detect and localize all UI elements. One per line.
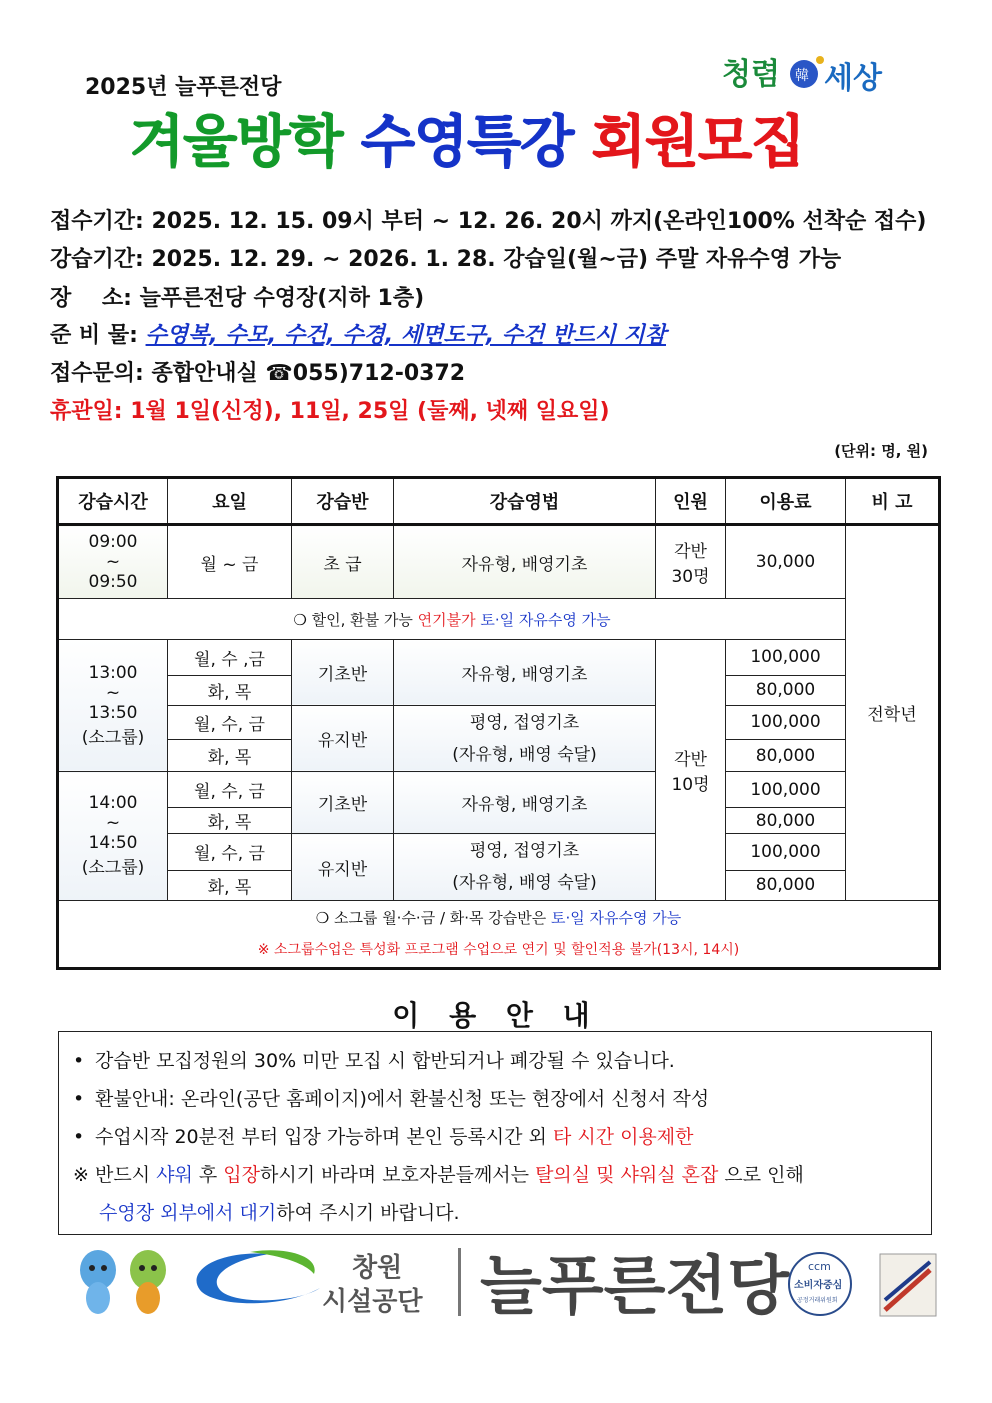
count-line1: 각반 bbox=[674, 749, 707, 770]
ccm-badge-icon bbox=[789, 1253, 851, 1315]
logo-text-1: 청렴 bbox=[722, 57, 780, 92]
info-value: 종합안내실 ☎055)712-0372 bbox=[151, 361, 466, 386]
fee-cell: 30,000 bbox=[726, 525, 846, 599]
org-name-line1: 창원 bbox=[352, 1253, 403, 1283]
time-tilde: ~ bbox=[105, 682, 121, 703]
notice-text: 반드시 bbox=[95, 1164, 157, 1186]
notice-blue: 샤워 bbox=[156, 1164, 193, 1186]
days-cell: 화, 목 bbox=[168, 740, 292, 772]
usage-item bbox=[73, 1118, 917, 1156]
time-start: 13:00 bbox=[88, 662, 138, 683]
table-row bbox=[58, 525, 940, 599]
days-cell: 월, 수, 금 bbox=[168, 834, 292, 870]
count-line2: 30명 bbox=[671, 567, 710, 588]
fee-cell: 80,000 bbox=[726, 808, 846, 834]
notice-blue: 수영장 외부에서 대기 bbox=[99, 1202, 277, 1224]
info-label: 장 소: bbox=[50, 286, 132, 311]
remark-cell: 전학년 bbox=[846, 525, 940, 900]
class-cell: 초 급 bbox=[292, 525, 394, 599]
info-label: 강습기간: bbox=[50, 247, 144, 272]
method-line1: 평영, 접영기초 bbox=[469, 841, 580, 861]
header-count: 인원 bbox=[656, 478, 726, 525]
time-cell bbox=[58, 639, 168, 772]
mascot-green-icon bbox=[130, 1250, 166, 1314]
note2 bbox=[59, 902, 938, 934]
note1-blue: 토·일 자유수영 가능 bbox=[480, 610, 611, 629]
table-row bbox=[58, 834, 940, 870]
corporation-logo-icon bbox=[196, 1250, 320, 1303]
days-cell: 월, 수, 금 bbox=[168, 772, 292, 808]
class-cell: 기초반 bbox=[292, 772, 394, 834]
main-title bbox=[130, 98, 804, 178]
title-winter-break: 겨울방학 bbox=[130, 110, 343, 175]
method-line1: 평영, 접영기초 bbox=[469, 712, 580, 733]
info-period bbox=[50, 242, 841, 273]
info-value: 2025. 12. 15. 09시 부터 ~ 12. 26. 20시 까지(온라인100% 선착순 접수) bbox=[151, 209, 927, 234]
fee-cell: 100,000 bbox=[726, 834, 846, 870]
fee-cell: 100,000 bbox=[726, 772, 846, 808]
integrity-logo bbox=[720, 48, 910, 98]
table-header-row bbox=[58, 478, 940, 525]
time-tilde: ~ bbox=[105, 813, 121, 834]
header-fee: 이용료 bbox=[726, 478, 846, 525]
usage-item bbox=[73, 1080, 917, 1118]
count-line2: 10명 bbox=[671, 774, 710, 795]
ccm-text: ccm bbox=[808, 1260, 831, 1273]
year-title: 2025년 늘푸른전당 bbox=[85, 75, 282, 100]
info-value: 수영복, 수모, 수건, 수경, 세면도구, 수건 반드시 지참 bbox=[145, 323, 666, 348]
header-time: 강습시간 bbox=[58, 478, 168, 525]
notice-mark: ※ bbox=[73, 1164, 89, 1186]
time-end: 13:50 bbox=[88, 702, 138, 723]
note-cell bbox=[58, 599, 846, 639]
info-place bbox=[50, 281, 424, 312]
time-sub: (소그룹) bbox=[81, 727, 145, 748]
divider bbox=[458, 1248, 461, 1316]
usage-item-text: 강습반 모집정원의 30% 미만 모집 시 합반되거나 폐강될 수 있습니다. bbox=[95, 1050, 675, 1072]
note3: ※ 소그룹수업은 특성화 프로그램 수업으로 연기 및 할인적용 불가(13시, 14시) bbox=[257, 941, 740, 958]
notice-text: 으로 인해 bbox=[718, 1164, 804, 1186]
note-row bbox=[58, 900, 940, 968]
time-tilde: ~ bbox=[105, 552, 121, 573]
title-recruit: 회원모집 bbox=[591, 110, 805, 175]
header-days: 요일 bbox=[168, 478, 292, 525]
class-cell: 유지반 bbox=[292, 834, 394, 900]
class-cell: 유지반 bbox=[292, 705, 394, 771]
bullet-icon: • bbox=[73, 1126, 85, 1148]
org-name-line2: 시설공단 bbox=[322, 1287, 423, 1317]
notice-text: 하시기 바라며 보호자분들께서는 bbox=[259, 1164, 536, 1186]
method-line2: (자유형, 배영 숙달) bbox=[452, 744, 597, 765]
ccm-label: 소비자중심 bbox=[794, 1280, 843, 1291]
days-cell: 월, 수 ,금 bbox=[168, 639, 292, 675]
note-row bbox=[58, 599, 940, 639]
time-end: 14:50 bbox=[88, 833, 138, 854]
fee-cell: 100,000 bbox=[726, 705, 846, 739]
note2-blue: 토·일 자유수영 가능 bbox=[551, 908, 682, 927]
note-cell bbox=[58, 900, 940, 968]
info-value: 늘푸른전당 수영장(지하 1층) bbox=[139, 286, 425, 311]
info-value: 2025. 12. 29. ~ 2026. 1. 28. 강습일(월~금) 주말 자유수영 가능 bbox=[151, 247, 842, 272]
time-sub: (소그룹) bbox=[81, 858, 145, 879]
note2-prefix: ❍ 소그룹 월·수·금 / 화·목 강습반은 bbox=[315, 908, 552, 927]
time-cell bbox=[58, 772, 168, 900]
method-cell: 자유형, 배영기초 bbox=[394, 525, 656, 599]
header-method: 강습영법 bbox=[394, 478, 656, 525]
fee-cell: 80,000 bbox=[726, 870, 846, 900]
method-line2: (자유형, 배영 숙달) bbox=[452, 873, 597, 893]
info-reception bbox=[50, 204, 926, 235]
notice-red: 탈의실 및 샤워실 혼잡 bbox=[535, 1164, 719, 1186]
unit-note: (단위: 명, 원) bbox=[834, 442, 928, 460]
ccm-issuer: 공정거래위원회 bbox=[797, 1297, 838, 1304]
info-label: 접수기간: bbox=[50, 209, 144, 234]
note1-red: 연기불가 bbox=[417, 610, 476, 629]
title-swim-lesson: 수영특강 bbox=[360, 110, 574, 175]
info-label: 준 비 물: bbox=[50, 323, 138, 348]
fee-cell: 80,000 bbox=[726, 675, 846, 705]
time-end: 09:50 bbox=[88, 572, 138, 593]
count-cell bbox=[656, 525, 726, 599]
usage-notice-cont bbox=[73, 1194, 917, 1232]
days-cell: 화, 목 bbox=[168, 808, 292, 834]
usage-title: 이 용 안 내 bbox=[392, 999, 600, 1032]
mascot-blue-icon bbox=[80, 1250, 116, 1314]
schedule-table bbox=[56, 476, 941, 970]
method-cell: 자유형, 배영기초 bbox=[394, 772, 656, 834]
bullet-icon: • bbox=[73, 1050, 85, 1072]
usage-item bbox=[73, 1042, 917, 1080]
usage-item-red: 타 시간 이용제한 bbox=[552, 1126, 694, 1148]
usage-item-text: 수업시작 20분전 부터 입장 가능하며 본인 등록시간 외 bbox=[95, 1126, 553, 1148]
venue-name: 늘푸른전당 bbox=[480, 1250, 790, 1320]
fee-cell: 80,000 bbox=[726, 740, 846, 772]
class-cell: 기초반 bbox=[292, 639, 394, 705]
days-cell: 화, 목 bbox=[168, 675, 292, 705]
usage-item-text: 환불안내: 온라인(공단 홈페이지)에서 환불신청 또는 현장에서 신청서 작성 bbox=[95, 1088, 710, 1110]
usage-box bbox=[58, 1031, 932, 1235]
method-cell: 자유형, 배영기초 bbox=[394, 639, 656, 705]
notice-text: 후 bbox=[192, 1164, 224, 1186]
logo-text-2: 세상 bbox=[824, 61, 882, 96]
usage-notice bbox=[73, 1156, 917, 1194]
info-label: 휴관일: bbox=[50, 399, 123, 424]
info-supplies bbox=[50, 318, 666, 349]
days-cell: 화, 목 bbox=[168, 870, 292, 900]
days-cell: 월, 수, 금 bbox=[168, 705, 292, 739]
logo-han-char: 韓 bbox=[795, 68, 809, 84]
notice-text: 하여 주시기 바랍니다. bbox=[276, 1202, 460, 1224]
info-inquiry bbox=[50, 356, 465, 387]
time-start: 14:00 bbox=[88, 793, 138, 814]
table-row bbox=[58, 639, 940, 675]
header-class: 강습반 bbox=[292, 478, 394, 525]
notice-red: 입장 bbox=[223, 1164, 260, 1186]
footer-logos bbox=[70, 1240, 940, 1320]
method-cell bbox=[394, 834, 656, 900]
info-closed bbox=[50, 394, 610, 425]
table-row bbox=[58, 772, 940, 808]
info-label: 접수문의: bbox=[50, 361, 144, 386]
bullet-icon: • bbox=[73, 1088, 85, 1110]
certification-badge-icon bbox=[880, 1254, 936, 1316]
note1-prefix: ❍ 할인, 환불 가능 bbox=[293, 610, 418, 629]
header-remark: 비 고 bbox=[846, 478, 940, 525]
table-row bbox=[58, 705, 940, 739]
info-value: 1월 1일(신정), 11일, 25일 (둘째, 넷째 일요일) bbox=[130, 399, 610, 424]
days-cell: 월 ~ 금 bbox=[168, 525, 292, 599]
time-cell bbox=[58, 525, 168, 599]
logo-dot-icon bbox=[816, 56, 824, 64]
fee-cell: 100,000 bbox=[726, 639, 846, 675]
count-line1: 각반 bbox=[674, 542, 707, 563]
method-cell bbox=[394, 705, 656, 771]
time-start: 09:00 bbox=[88, 532, 138, 553]
count-cell bbox=[656, 639, 726, 900]
